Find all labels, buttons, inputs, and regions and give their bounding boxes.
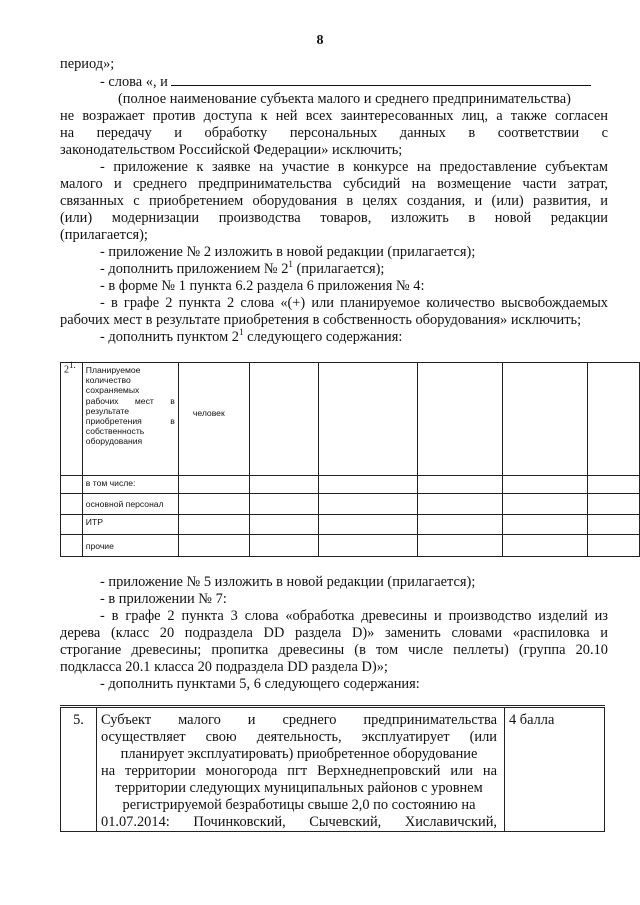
table-row [61, 707, 605, 832]
text-line: (прилагается); [60, 227, 148, 243]
text-fragment: - дополнить пунктом 2 [100, 329, 239, 345]
text-line [100, 261, 384, 278]
text-line: на передачу и обработку персональных данных в соответствии с [60, 125, 608, 141]
table-row [61, 476, 640, 494]
empty-cell [417, 363, 502, 476]
empty-cell [587, 363, 639, 476]
text-line: подкласса 20.1 класса 20 подраздела DD раздела D)»; [60, 659, 388, 675]
empty-cell [61, 494, 83, 515]
empty-cell [318, 363, 417, 476]
text-fragment: (прилагается); [292, 261, 385, 277]
empty-cell [61, 535, 83, 557]
table-row [61, 515, 640, 535]
text-line: - приложение № 2 изложить в новой редакции (прилагается); [100, 244, 476, 260]
row-number: 21. [61, 363, 83, 476]
blank-underline [171, 73, 591, 86]
page-number: 8 [316, 33, 324, 48]
superscript: 1 [238, 327, 244, 338]
row-label: Планируемое количество сохраняемых рабочих мест в результате приобретения в собственность оборудования [82, 363, 178, 476]
text-line: не возражает против доступа к ней всех заинтересованных лиц, а также согласен [60, 108, 608, 124]
sub-row-label: в том числе: [82, 476, 178, 494]
empty-cell [250, 363, 318, 476]
text-line: связанных с приобретением оборудования в целях создания, и (или) развития, и [60, 193, 608, 209]
text-line: период»; [60, 56, 115, 72]
text-line: строгание древесины; пропитка древесины (в том числе пеллеты) (группа 20.10 [60, 642, 608, 658]
sub-row-label: прочие [82, 535, 178, 557]
planned-jobs-table [60, 362, 640, 557]
text-line: дерева (класс 20 подраздела DD раздела D)» заменить словами «распиловка и [60, 625, 608, 641]
sub-row-label: ИТР [82, 515, 178, 535]
row-number: 5. [61, 707, 97, 832]
superscript: 1 [288, 259, 293, 270]
criteria-table [60, 705, 605, 832]
text-line [100, 329, 402, 346]
text-line: - приложение № 5 изложить в новой редакции (прилагается); [100, 574, 476, 590]
text-fragment: - дополнить приложением № 2 [100, 261, 289, 277]
text-line: - в графе 2 пункта 2 слова «(+) или планируемое количество высвобождаемых [100, 295, 608, 311]
empty-cell [61, 515, 83, 535]
table-row [61, 494, 640, 515]
text-line: рабочих мест в результате приобретения в собственность оборудования» исключить; [60, 312, 582, 328]
text-line: - в форме № 1 пункта 6.2 раздела 6 приложения № 4: [100, 278, 425, 294]
text-line: малого и среднего предпринимательства субсидий на возмещение части затрат, [60, 176, 608, 192]
empty-cell [502, 363, 587, 476]
text-line [100, 73, 591, 91]
table-row [61, 363, 640, 476]
text-line: - в приложении № 7: [100, 591, 227, 607]
text-line: законодательством Российской Федерации» исключить; [60, 142, 403, 158]
unit-cell: человек [178, 363, 250, 476]
criteria-text: Субъект малого и среднего предпринимательства осуществляет свою деятельность, эксплуатирует (или планирует эксплуатировать) приобретенное оборудование на территории моногорода пгт Верхнеднепровский или на территории следующих муниципальных районов с уровнем регистрируемой безработицы свыше 2,0 по состоянию на 01.07.2014: Починковский, Сычевский, Хиславичский, [97, 707, 505, 832]
table-row [61, 535, 640, 557]
text-line: (полное наименование субъекта малого и среднего предпринимательства) [118, 91, 571, 107]
text-line: - в графе 2 пункта 3 слова «обработка древесины и производство изделий из [100, 608, 608, 624]
text-line: - приложение к заявке на участие в конкурсе на предоставление субъектам [100, 159, 608, 175]
empty-cell [61, 476, 83, 494]
sub-row-label: основной персонал [82, 494, 178, 515]
text-line: - дополнить пунктами 5, 6 следующего содержания: [100, 676, 420, 692]
score-cell: 4 балла [505, 707, 605, 832]
text-fragment: следующего содержания: [243, 329, 403, 345]
text-line: (или) модернизации производства товаров, изложить в новой редакции [60, 210, 608, 226]
text-fragment: - слова «, и [100, 74, 168, 90]
